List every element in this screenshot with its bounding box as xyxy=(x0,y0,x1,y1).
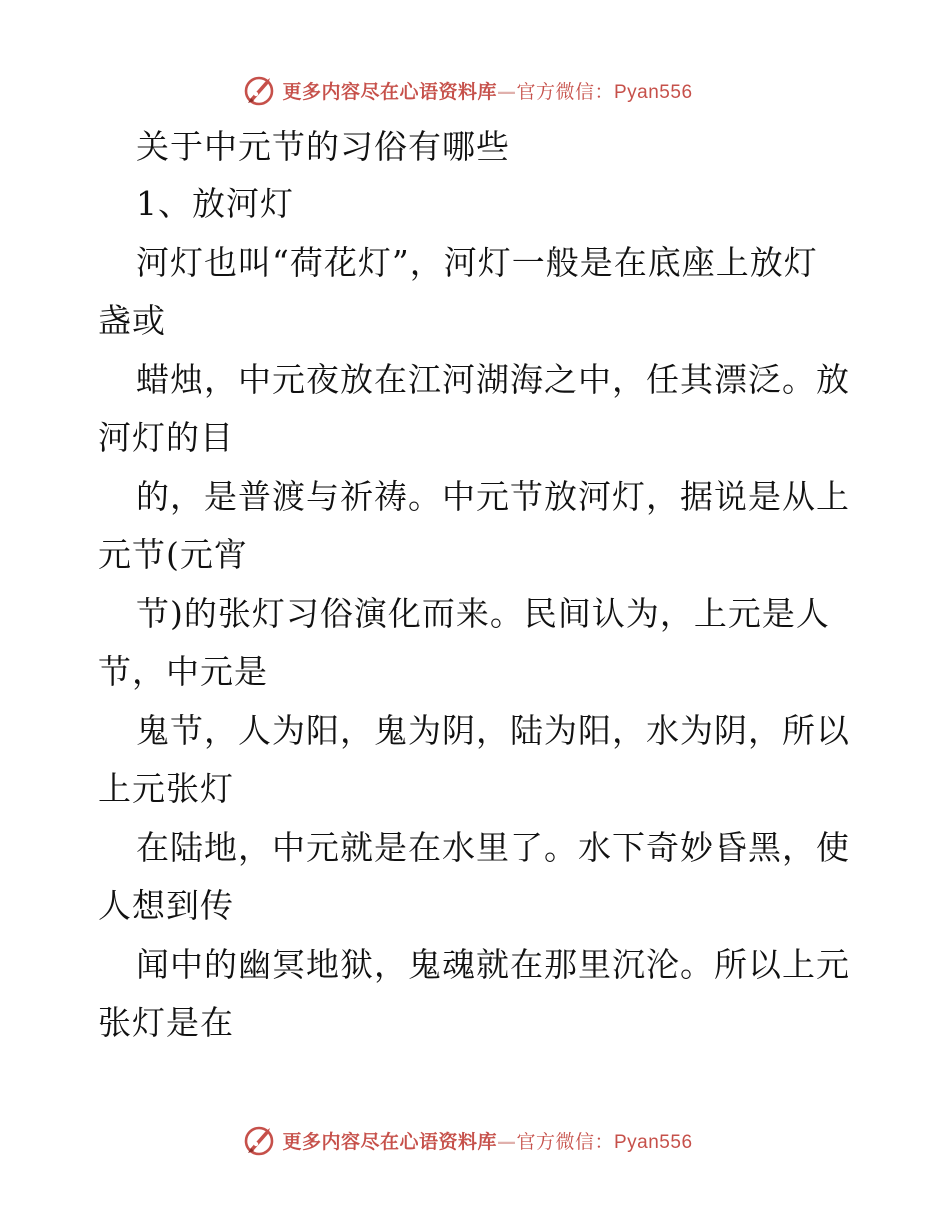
header-dash: — xyxy=(497,80,517,103)
section-heading: 1、放河灯 xyxy=(136,184,294,223)
header-tagline: 更多内容尽在心语资料库 xyxy=(282,80,497,103)
body-line: 在陆地，中元就是在水里了。水下奇妙昏黑，使 xyxy=(136,828,850,867)
body-line: 节)的张灯习俗演化而来。民间认为，上元是人 xyxy=(136,594,830,633)
body-line: 元节(元宵 xyxy=(98,535,248,574)
pen-logo-icon xyxy=(242,73,276,107)
header-banner xyxy=(0,70,950,110)
body-line: 人想到传 xyxy=(98,886,234,925)
document-title: 关于中元节的习俗有哪些 xyxy=(136,127,510,166)
footer-banner xyxy=(0,1120,950,1160)
header-banner-text xyxy=(282,77,692,104)
header-banner-inner xyxy=(242,73,692,107)
footer-banner-inner xyxy=(242,1123,692,1157)
body-line: 河灯的目 xyxy=(98,418,234,457)
footer-tagline: 更多内容尽在心语资料库 xyxy=(282,1130,497,1153)
body-line: 鬼节，人为阳，鬼为阴，陆为阳，水为阴，所以 xyxy=(136,711,850,750)
body-line: 闻中的幽冥地狱，鬼魂就在那里沉沦。所以上元 xyxy=(136,945,850,984)
body-line: 的，是普渡与祈祷。中元节放河灯，据说是从上 xyxy=(136,477,850,516)
body-line: 蜡烛，中元夜放在江河湖海之中，任其漂泛。放 xyxy=(136,360,850,399)
footer-dash: — xyxy=(497,1130,517,1153)
body-line: 张灯是在 xyxy=(98,1003,234,1042)
body-line: 盏或 xyxy=(98,301,166,340)
pen-logo-icon xyxy=(242,1123,276,1157)
footer-wechat: 官方微信：Pyan556 xyxy=(516,1131,693,1153)
body-line: 河灯也叫“荷花灯”，河灯一般是在底座上放灯 xyxy=(136,243,818,282)
body-line: 上元张灯 xyxy=(98,769,234,808)
body-line: 节，中元是 xyxy=(98,652,268,691)
header-wechat: 官方微信：Pyan556 xyxy=(516,81,693,103)
footer-banner-text xyxy=(282,1127,692,1154)
